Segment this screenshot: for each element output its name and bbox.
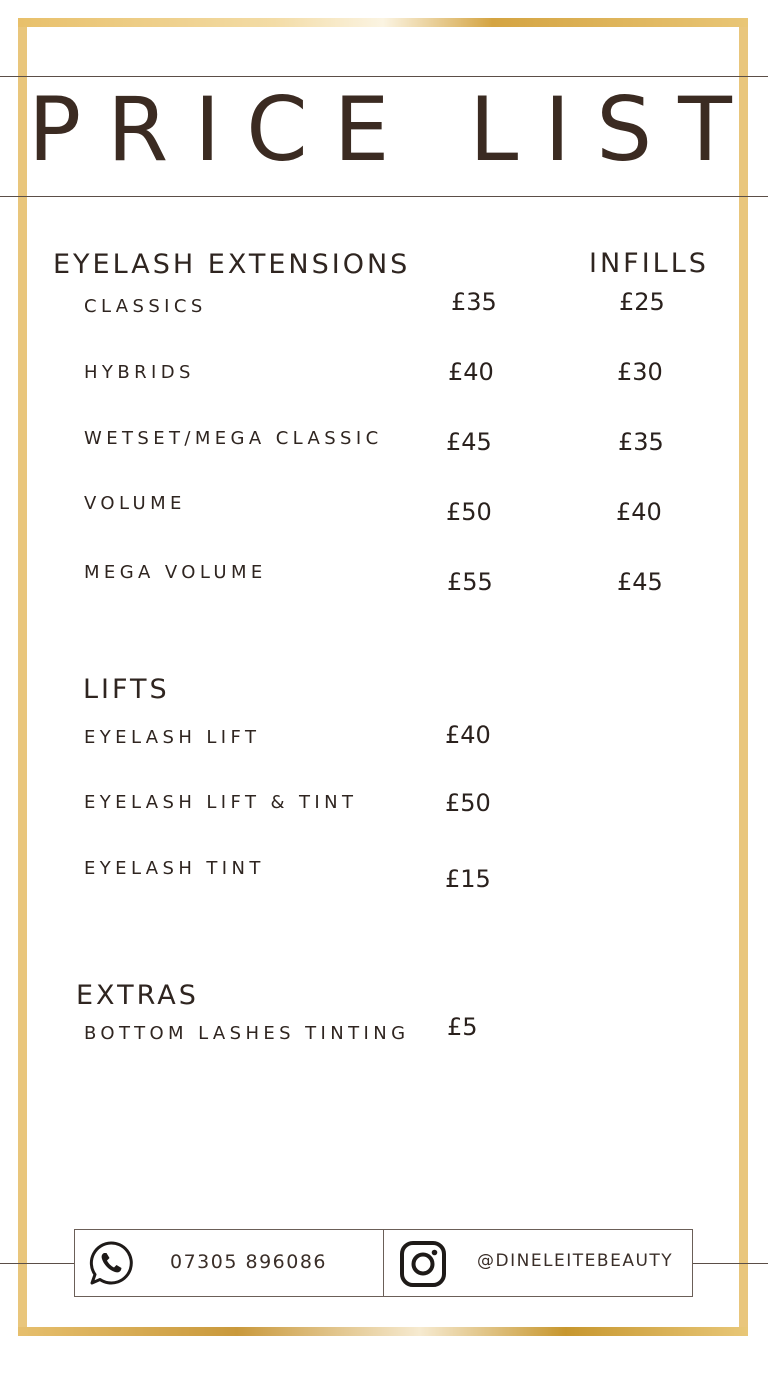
contact-bar: [74, 1229, 693, 1297]
service-price: £50: [445, 789, 491, 817]
service-price: £40: [445, 721, 491, 749]
section-heading-lifts: LIFTS: [83, 674, 170, 705]
service-price: £15: [445, 865, 491, 893]
infill-price: £40: [616, 498, 662, 526]
service-price: £5: [447, 1013, 478, 1041]
infill-price: £45: [617, 568, 663, 596]
contact-rule-right: [693, 1263, 768, 1264]
service-name: VOLUME: [84, 493, 186, 514]
contact-divider: [383, 1230, 384, 1296]
service-name: EYELASH LIFT & TINT: [84, 792, 358, 813]
service-price: £45: [446, 428, 492, 456]
title-rule-top: [0, 76, 768, 77]
service-name: BOTTOM LASHES TINTING: [84, 1023, 410, 1044]
title-rule-bottom: [0, 196, 768, 197]
gold-frame-bottom: [18, 1327, 748, 1336]
service-name: CLASSICS: [84, 296, 207, 317]
instagram-icon[interactable]: [399, 1240, 447, 1288]
phone-number[interactable]: 07305 896086: [170, 1251, 328, 1273]
service-price: £55: [447, 568, 493, 596]
whatsapp-icon[interactable]: [88, 1240, 134, 1286]
service-name: WETSET/MEGA CLASSIC: [84, 428, 383, 449]
page-title: PRICE LIST: [28, 78, 758, 181]
section-heading-extras: EXTRAS: [76, 980, 199, 1011]
service-name: EYELASH LIFT: [84, 727, 261, 748]
service-name: EYELASH TINT: [84, 858, 265, 879]
service-price: £40: [448, 358, 494, 386]
service-name: HYBRIDS: [84, 362, 195, 383]
infill-price: £30: [617, 358, 663, 386]
gold-frame-top: [18, 18, 748, 27]
section-heading-extensions: EYELASH EXTENSIONS: [53, 249, 411, 280]
service-price: £50: [446, 498, 492, 526]
service-price: £35: [451, 288, 497, 316]
service-name: MEGA VOLUME: [84, 562, 267, 583]
infill-price: £35: [618, 428, 664, 456]
contact-rule-left: [0, 1263, 74, 1264]
column-heading-infills: INFILLS: [589, 248, 709, 279]
instagram-handle[interactable]: @DINELEITEBEAUTY: [477, 1251, 674, 1271]
infill-price: £25: [619, 288, 665, 316]
